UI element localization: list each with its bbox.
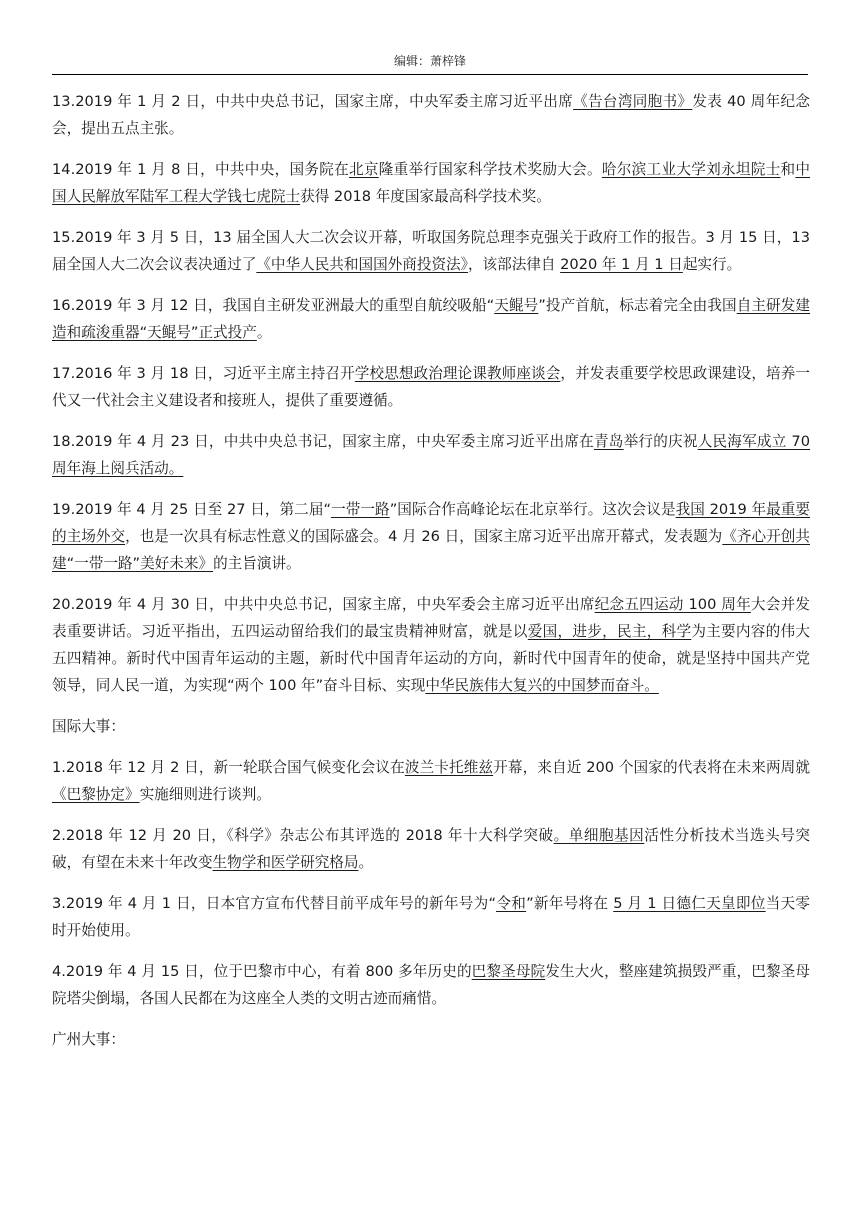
text-segment: 发表 40 周年纪念会，提出五点主张。 bbox=[52, 93, 810, 137]
underlined-text: 中国人民解放军陆军工程大学钱七虎院士 bbox=[52, 161, 810, 205]
text-segment: 大会并发表重要讲话。习近平指出，五四运动留给我们的最宝贵精神财富，就是以 bbox=[52, 596, 810, 640]
paragraph-intl-heading bbox=[52, 713, 810, 740]
underlined-text: 《齐心开创共建“一带一路”美好未来》 bbox=[52, 528, 810, 572]
editor-credit: 编辑：萧梓锋 bbox=[393, 54, 466, 68]
underlined-text: 2020 年 1 月 1 日 bbox=[560, 256, 683, 273]
underlined-text: 纪念五四运动 100 周年 bbox=[594, 596, 751, 613]
text-segment: 国际大事： bbox=[52, 718, 125, 735]
paragraph-item-15 bbox=[52, 224, 810, 278]
paragraph-item-20 bbox=[52, 591, 810, 699]
text-segment: 当天零时开始使用。 bbox=[52, 895, 810, 939]
underlined-text: 波兰卡托维兹 bbox=[404, 759, 494, 776]
text-segment: 。 bbox=[256, 324, 272, 341]
underlined-text: 青岛 bbox=[594, 433, 624, 450]
text-segment: 举行的庆祝 bbox=[623, 433, 698, 450]
underlined-text: 爱国，进步，民主，科学 bbox=[527, 623, 692, 640]
text-segment: 获得 2018 年度国家最高科学技术奖。 bbox=[300, 188, 551, 205]
text-segment: 为主要内容的伟大五四精神。新时代中国青年运动的主题，新时代中国青年运动的方向，新时代中国青年的使命，就是坚持中国共产党领导，同人民一道，为实现“两个 100 年”奋斗目标、实现 bbox=[52, 623, 810, 694]
text-segment: 17.2016 年 3 月 18 日，习近平主席主持召开 bbox=[52, 365, 355, 382]
text-segment: 20.2019 年 4 月 30 日，中共中央总书记，国家主席，中央军委会主席习近平出席 bbox=[52, 596, 595, 613]
underlined-text: 学校思想政治理论课教师座谈会 bbox=[354, 365, 561, 382]
underlined-text: 中华民族伟大复兴的中国梦而奋斗。 bbox=[425, 677, 659, 694]
text-segment: 3.2019 年 4 月 1 日，日本官方宣布代替目前平成年号的新年号为“ bbox=[52, 895, 497, 912]
text-segment: 。 bbox=[358, 854, 374, 871]
text-segment: 15.2019 年 3 月 5 日，13 届全国人大二次会议开幕，听取国务院总理李克强关于政府工作的报告。3 月 15 日，13 届全国人大二次会议表决通过了 bbox=[52, 229, 810, 273]
underlined-text: 哈尔滨工业大学刘永坦院士 bbox=[601, 161, 781, 178]
text-segment: ，并发表重要学校思政课建设，培养一代又一代社会主义建设者和接班人，提供了重要遵循。 bbox=[52, 365, 810, 409]
underlined-text: 5 月 1 日德仁天皇即位 bbox=[613, 895, 766, 912]
text-segment: ，该部法律自 bbox=[467, 256, 561, 273]
paragraph-item-18 bbox=[52, 428, 810, 482]
paragraph-item-14 bbox=[52, 156, 810, 210]
text-segment: ”新年号将在 bbox=[526, 895, 614, 912]
text-segment: ，也是一次具有标志性意义的国际盛会。4 月 26 日，国家主席习近平出席开幕式，发表题为 bbox=[125, 528, 723, 545]
text-segment: 实施细则进行谈判。 bbox=[139, 786, 271, 803]
text-segment: 起实行。 bbox=[682, 256, 742, 273]
underlined-text: 一带一路 bbox=[331, 501, 390, 518]
underlined-text: 人民海军成立 70 周年海上阅兵活动。 bbox=[52, 433, 810, 477]
text-segment: 16.2019 年 3 月 12 日，我国自主研发亚洲最大的重型自航绞吸船“ bbox=[52, 297, 495, 314]
paragraph-intl-1 bbox=[52, 754, 810, 808]
text-segment: 和 bbox=[780, 161, 796, 178]
paragraph-gz-heading bbox=[52, 1026, 810, 1053]
underlined-text: 我国 2019 年最重要的主场外交 bbox=[52, 501, 810, 545]
text-segment: 2.2018 年 12 月 20 日，《科学》杂志公布其评选的 2018 年十大科学突破 bbox=[52, 827, 554, 844]
underlined-text: 《巴黎协定》 bbox=[52, 786, 140, 803]
paragraph-intl-3 bbox=[52, 890, 810, 944]
text-segment: 19.2019 年 4 月 25 日至 27 日，第二届“ bbox=[52, 501, 332, 518]
text-segment: 13.2019 年 1 月 2 日，中共中央总书记，国家主席，中央军委主席习近平出席 bbox=[52, 93, 574, 110]
paragraph-intl-4 bbox=[52, 958, 810, 1012]
underlined-text: 北京 bbox=[348, 161, 379, 178]
text-segment: 18.2019 年 4 月 23 日，中共中央总书记，国家主席，中央军委主席习近平出席在 bbox=[52, 433, 594, 450]
page-header bbox=[52, 48, 808, 75]
text-segment: 4.2019 年 4 月 15 日，位于巴黎市中心，有着 800 多年历史的 bbox=[52, 963, 472, 980]
underlined-text: 令和 bbox=[496, 895, 527, 912]
text-segment: 发生大火，整座建筑损毁严重，巴黎圣母院塔尖倒塌，各国人民都在为这座全人类的文明古迹而痛惜。 bbox=[52, 963, 810, 1007]
text-segment: ”投产首航，标志着完全由我国 bbox=[538, 297, 737, 314]
underlined-text: 巴黎圣母院 bbox=[471, 963, 546, 980]
underlined-text: 《中华人民共和国国外商投资法》 bbox=[256, 256, 468, 273]
text-segment: 广州大事： bbox=[52, 1031, 125, 1048]
paragraph-item-19 bbox=[52, 496, 810, 577]
text-segment: 1.2018 年 12 月 2 日，新一轮联合国气候变化会议在 bbox=[52, 759, 405, 776]
document-body bbox=[52, 88, 810, 1067]
text-segment: 隆重举行国家科学技术奖励大会。 bbox=[378, 161, 602, 178]
text-segment: 活性分析技术当选头号突破，有望在未来十年改变 bbox=[52, 827, 810, 871]
text-segment: 的主旨演讲。 bbox=[213, 555, 301, 572]
underlined-text: 生物学和医学研究格局 bbox=[212, 854, 359, 871]
underlined-text: 自主研发建造和疏浚重器“天鲲号”正式投产 bbox=[52, 297, 810, 341]
underlined-text: 。单细胞基因 bbox=[553, 827, 645, 844]
text-segment: 开幕，来自近 200 个国家的代表将在未来两周就 bbox=[493, 759, 810, 776]
underlined-text: 天鲲号 bbox=[494, 297, 539, 314]
text-segment: ”国际合作高峰论坛在北京举行。这次会议是 bbox=[389, 501, 676, 518]
paragraph-item-17 bbox=[52, 360, 810, 414]
underlined-text: 《告台湾同胞书》 bbox=[573, 93, 693, 110]
paragraph-item-16 bbox=[52, 292, 810, 346]
paragraph-intl-2 bbox=[52, 822, 810, 876]
paragraph-item-13 bbox=[52, 88, 810, 142]
text-segment: 14.2019 年 1 月 8 日，中共中央，国务院在 bbox=[52, 161, 349, 178]
